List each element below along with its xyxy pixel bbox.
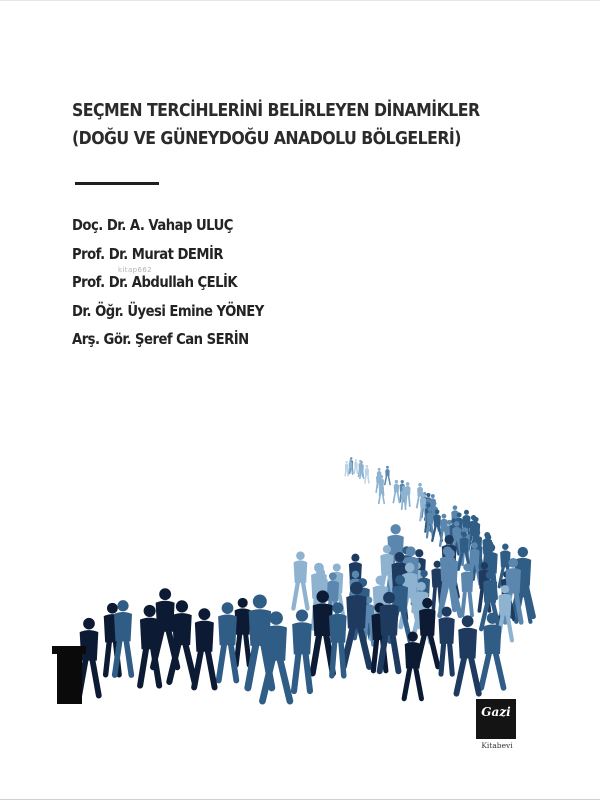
- book-title-line-1: SEÇMEN TERCİHLERİNİ BELİRLEYEN DİNAMİKLER: [72, 101, 480, 121]
- crowd-person: [194, 608, 214, 687]
- crowd-person: [235, 598, 251, 665]
- author-3: Prof. Dr. Abdullah ÇELİK: [72, 273, 238, 291]
- crowd-person: [218, 602, 237, 680]
- crowd-person: [292, 609, 312, 691]
- ballot-box-icon: [52, 643, 86, 704]
- publisher-logo: [474, 699, 520, 755]
- author-2: Prof. Dr. Murat DEMİR: [72, 244, 224, 263]
- crowd-person: [345, 461, 349, 476]
- book-title: [72, 97, 495, 153]
- crowd-person: [456, 615, 478, 693]
- author-list: [72, 211, 406, 354]
- crowd-illustration: [0, 441, 600, 741]
- crowd-person: [365, 465, 369, 483]
- crowd-person: [393, 480, 399, 503]
- crowd-person: [79, 618, 99, 696]
- publisher-name: Kitabevi: [481, 741, 513, 750]
- watermark-text: kitap662: [118, 266, 153, 274]
- crowd-person: [354, 459, 357, 473]
- crowd-person: [385, 466, 390, 485]
- author-1: Doç. Dr. A. Vahap ULUÇ: [72, 216, 233, 234]
- book-title-line-2: (DOĞU VE GÜNEYDOĞU ANADOLU BÖLGELERİ): [72, 129, 461, 149]
- author-4: Dr. Öğr. Üyesi Emine YÖNEY: [72, 301, 264, 320]
- author-5: Arş. Gör. Şeref Can SERİN: [72, 330, 249, 348]
- crowd-figures: [79, 457, 533, 701]
- title-divider: [75, 182, 159, 185]
- publisher-logo-script: Gazi: [481, 705, 511, 719]
- publisher-logo-mark: [476, 699, 516, 739]
- crowd-person: [293, 551, 307, 608]
